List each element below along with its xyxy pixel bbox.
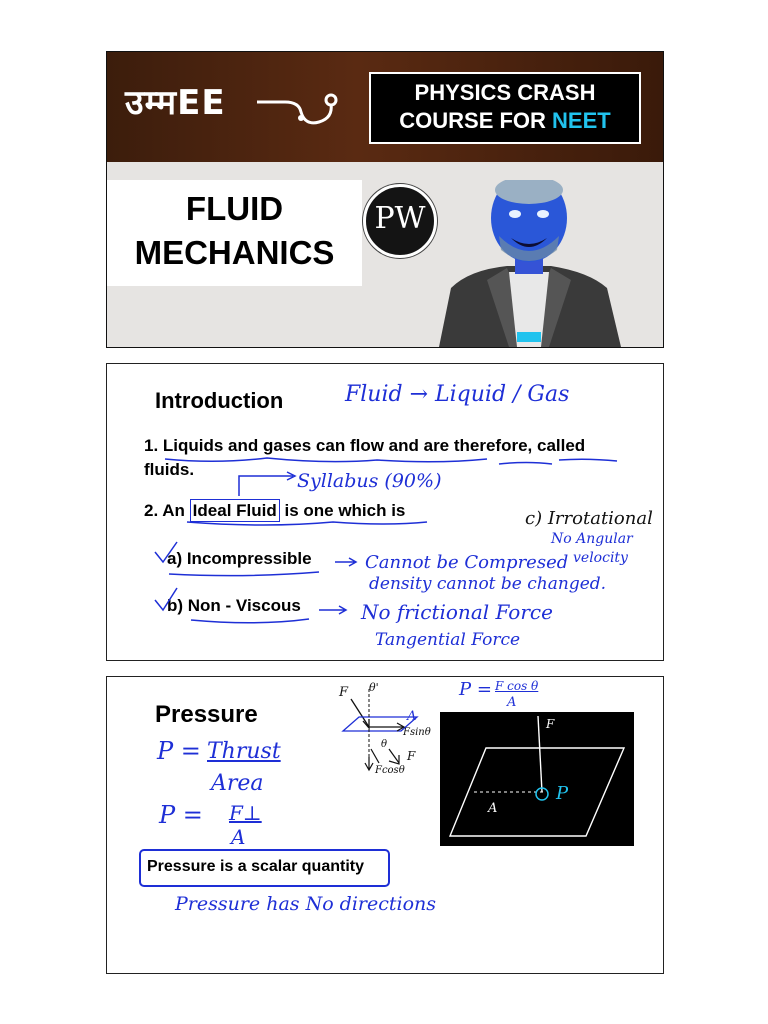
note-fcos-num: F cos θ	[495, 679, 539, 693]
neet-label: NEET	[552, 108, 611, 133]
point-1-line-2: fluids.	[144, 460, 195, 479]
sketch-f-2: F	[407, 749, 416, 763]
note-fluid: Fluid → Liquid / Gas	[345, 382, 570, 407]
presenter-photo	[429, 180, 629, 347]
sketch-theta: θ'	[369, 681, 379, 694]
note-p-eq-2: P =	[159, 801, 203, 829]
diagram-f-label: F	[546, 717, 555, 731]
pw-logo	[363, 184, 437, 258]
note-p-eq: P =	[157, 737, 201, 765]
course-badge	[369, 72, 641, 144]
sketch-theta-2: θ	[381, 739, 388, 750]
slide-heading: Pressure	[155, 701, 258, 728]
point-2-suffix: is one which is	[284, 501, 406, 520]
plane-diagram	[440, 712, 634, 846]
title-slide	[106, 51, 664, 348]
note-syllabus: Syllabus (90%)	[297, 470, 442, 492]
pressure-slide	[106, 676, 664, 974]
point-2-prefix: 2. An	[144, 501, 185, 520]
diagram-a-label: A	[488, 801, 498, 816]
pw-logo-text: PW	[374, 201, 426, 236]
note-a-top: A	[507, 695, 517, 710]
course-line-2-prefix: COURSE FOR	[399, 108, 553, 133]
sketch-f: F	[339, 685, 349, 700]
diagram-p-label: P	[556, 783, 569, 804]
note-f-perp: F⊥	[229, 801, 262, 825]
note-no-direction: Pressure has No directions	[175, 893, 437, 915]
note-compress-1: Cannot be Compresed	[365, 552, 569, 573]
title-line-1: FLUID	[185, 190, 284, 227]
note-no-angular: No Angular	[551, 531, 633, 547]
introduction-slide	[106, 363, 664, 661]
pressure-diagram	[440, 712, 634, 846]
sketch-fcos: Fcosθ	[375, 765, 405, 776]
note-friction-2: Tangential Force	[375, 630, 521, 650]
note-friction-1: No frictional Force	[361, 600, 553, 624]
title-line-2: MECHANICS	[134, 234, 335, 271]
brand-logo: उम्मEE	[125, 83, 226, 123]
point-1-line-1: 1. Liquids and gases can flow and are therefore, called	[144, 436, 586, 455]
course-line-1: PHYSICS CRASH	[414, 80, 596, 105]
scalar-statement: Pressure is a scalar quantity	[147, 858, 364, 875]
note-irrotational: c) Irrotational	[525, 508, 653, 529]
slide-heading: Introduction	[155, 388, 284, 413]
note-area: Area	[211, 771, 264, 796]
note-p-top: P =	[459, 679, 492, 700]
note-thrust: Thrust	[207, 739, 281, 764]
item-a: a) Incompressible	[167, 549, 312, 568]
ideal-fluid-highlight: Ideal Fluid	[190, 499, 280, 522]
topic-title	[107, 180, 362, 286]
note-velocity: velocity	[573, 550, 628, 566]
note-compress-2: density cannot be changed.	[369, 574, 607, 594]
ink-annotations	[107, 364, 663, 660]
sketch-fsin: Fsinθ	[403, 727, 431, 738]
sketch-a: A	[407, 709, 417, 724]
note-a-den: A	[231, 825, 246, 849]
item-b: b) Non - Viscous	[167, 596, 301, 615]
stethoscope-icon	[255, 82, 347, 132]
course-line-2	[371, 108, 639, 134]
banner-top	[107, 52, 663, 162]
